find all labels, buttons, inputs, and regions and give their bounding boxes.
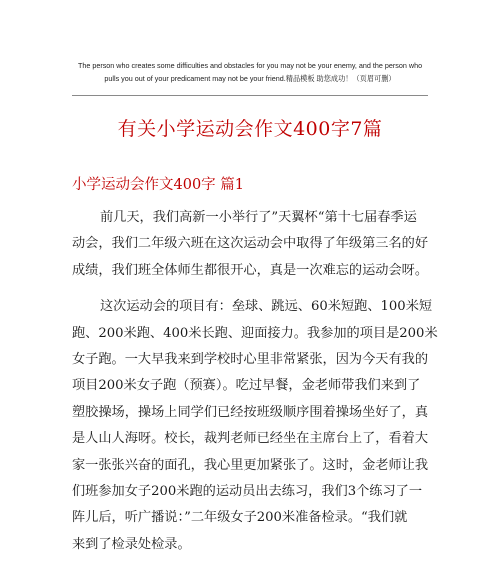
- header-line-1: The person who creates some difficulties and obstacles for you may not be your enemy, and the person who: [77, 61, 423, 70]
- section-heading: 小学运动会作文400字 篇1: [72, 177, 245, 193]
- paragraph-line: 这次运动会的项目有：垒球、跳远、60米短跑、100米短: [100, 299, 433, 315]
- paragraph-1: [72, 205, 432, 284]
- paragraph-line: 来到了检录处检录。: [72, 536, 191, 552]
- paragraph-line: 跑、200米跑、400米长跑、迎面接力。我参加的项目是200米: [72, 325, 438, 341]
- header-divider: [72, 95, 428, 96]
- header-line-2: pulls you out of your predicament may not be your friend.精品模板 助您成功！（页眉可删）: [104, 73, 396, 83]
- paragraph-line: 前几天，我们高新一小举行了”天翼杯“第十七届春季运: [100, 210, 417, 225]
- paragraph-line: 塑胶操场，操场上同学们已经按班级顺序围着操场坐好了，真: [72, 404, 429, 420]
- paragraph-line: 动会，我们二年级六班在这次运动会中取得了年级第三名的好: [72, 236, 429, 252]
- paragraph-line: 是人山人海呀。校长，裁判老师已经坐在主席台上了，看着大: [72, 431, 429, 447]
- paragraph-line: 家一张张兴奋的面孔，我心里更加紧张了。这时，金老师让我: [72, 457, 429, 473]
- paragraph-line: 项目200米女子跑（预赛）。吃过早餐，金老师带我们来到了: [72, 378, 421, 394]
- document-body: [72, 205, 438, 566]
- document-title: 有关小学运动会作文400字7篇: [117, 118, 383, 140]
- paragraph-line: 成绩，我们班全体师生都很开心，真是一次难忘的运动会呀。: [72, 262, 429, 278]
- paragraph-2: [72, 294, 438, 558]
- paragraph-line: 阵儿后，听广播说：”二年级女子200米准备检录。“我们就: [72, 510, 408, 526]
- page-header: [72, 60, 428, 85]
- paragraph-line: 女子跑。一大早我来到学校时心里非常紧张，因为今天有我的: [72, 352, 429, 368]
- paragraph-line: 们班参加女子200米跑的运动员出去练习，我们3个练习了一: [72, 484, 423, 500]
